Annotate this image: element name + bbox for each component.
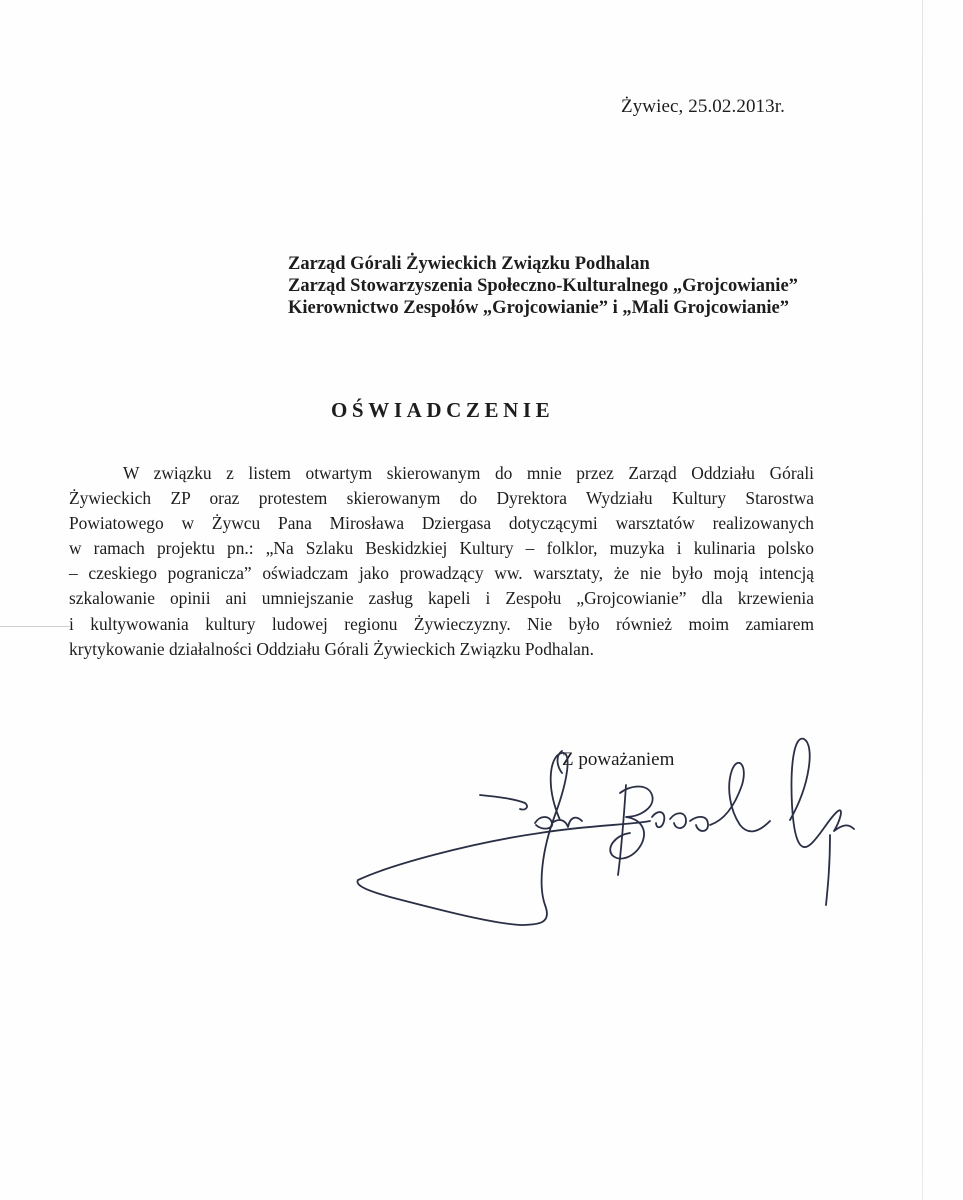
- document-heading: OŚWIADCZENIE: [331, 398, 555, 422]
- body-line: Żywieckich ZP oraz protestem skierowanym do Dyrektora Wydziału Kultury Starostwa: [69, 488, 814, 509]
- recipients-block: [288, 253, 798, 319]
- recipient-line: Kierownictwo Zespołów „Grojcowianie” i „Mali Grojcowianie”: [288, 298, 789, 318]
- body-line: – czeskiego pogranicza” oświadczam jako prowadzący ww. warsztaty, że nie było moją intencją: [69, 563, 814, 584]
- body-line: i kultywowania kultury ludowej regionu Żywieczyzny. Nie było również moim zamiarem: [69, 613, 814, 634]
- letter-date: Żywiec, 25.02.2013r.: [620, 96, 785, 117]
- body-line: szkalowanie opinii ani umniejszanie zasług kapeli i Zespołu „Grojcowianie” dla krzewienia: [69, 588, 814, 609]
- body-line: Powiatowego w Żywcu Pana Mirosława Dziergasa dotyczącymi warsztatów realizowanych: [69, 513, 814, 534]
- handwritten-signature: [330, 725, 870, 955]
- recipient-line: Zarząd Stowarzyszenia Społeczno-Kulturalnego „Grojcowianie”: [288, 276, 798, 296]
- body-line: w ramach projektu pn.: „Na Szlaku Beskidzkiej Kultury – folklor, muzyka i kulinaria polsko: [69, 538, 814, 559]
- recipient-line: Zarząd Górali Żywieckich Związku Podhalan: [288, 254, 650, 274]
- scan-edge-line: [922, 0, 923, 1200]
- body-line: W związku z listem otwartym skierowanym do mnie przez Zarząd Oddziału Górali: [123, 463, 814, 483]
- body-line: krytykowanie działalności Oddziału Górali Żywieckich Związku Podhalan.: [69, 638, 594, 659]
- scan-mark: [0, 626, 70, 627]
- statement-body: [69, 461, 814, 662]
- closing-greeting: Z poważaniem: [562, 749, 675, 770]
